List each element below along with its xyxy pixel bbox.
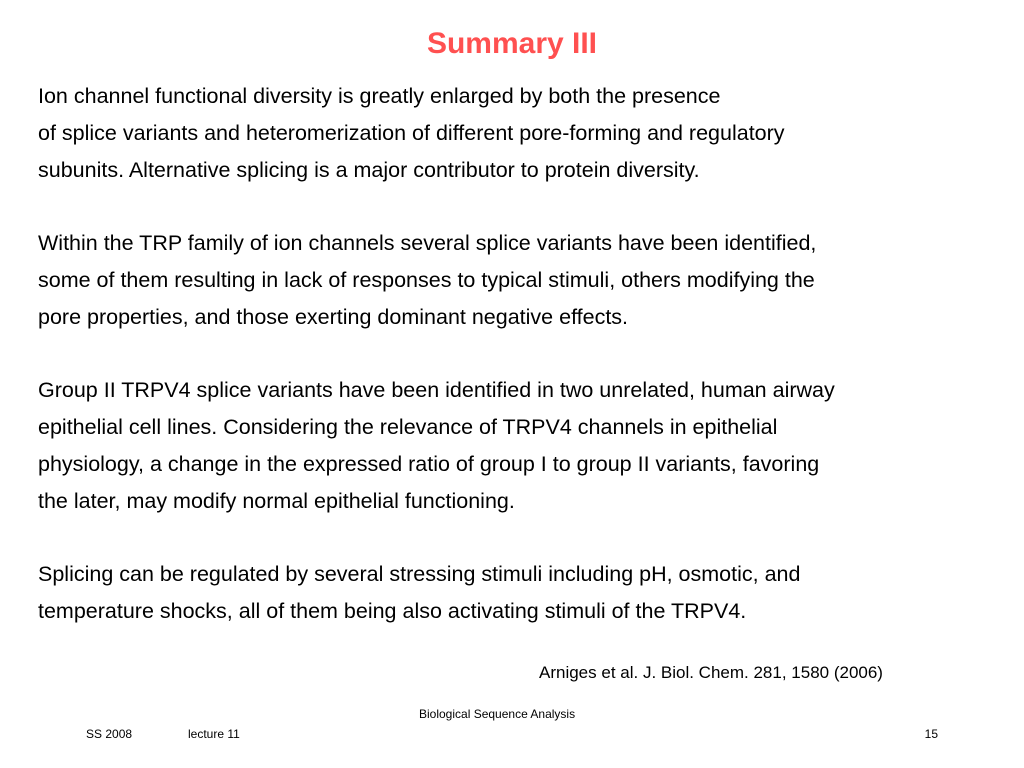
footer-page-number: 15 <box>924 727 938 741</box>
paragraph-line: physiology, a change in the expressed ratio of group I to group II variants, favoring <box>38 451 820 476</box>
footer-course-title: Biological Sequence Analysis <box>419 707 576 721</box>
footer-lecture: lecture 11 <box>188 727 240 741</box>
paragraph-line: subunits. Alternative splicing is a major contributor to protein diversity. <box>38 157 700 182</box>
paragraph-line: epithelial cell lines. Considering the relevance of TRPV4 channels in epithelial <box>38 415 778 440</box>
slide-title: Summary III <box>426 27 598 60</box>
paragraph-line: temperature shocks, all of them being also activating stimuli of the TRPV4. <box>38 599 747 624</box>
slide-body <box>38 78 1013 630</box>
citation: Arniges et al. J. Biol. Chem. 281, 1580 (2006) <box>539 663 883 682</box>
paragraph-spacer <box>38 520 1013 557</box>
paragraph-line: Group II TRPV4 splice variants have been identified in two unrelated, human airway <box>38 378 835 403</box>
paragraph-line: the later, may modify normal epithelial functioning. <box>38 488 515 513</box>
paragraph-1 <box>38 78 1013 188</box>
paragraph-line: some of them resulting in lack of responses to typical stimuli, others modifying the <box>38 267 815 292</box>
paragraph-spacer <box>38 336 1013 373</box>
paragraph-line: pore properties, and those exerting dominant negative effects. <box>38 304 629 329</box>
paragraph-line: Splicing can be regulated by several stressing stimuli including pH, osmotic, and <box>38 562 801 587</box>
paragraph-line: Ion channel functional diversity is greatly enlarged by both the presence <box>38 84 721 108</box>
paragraph-line: Within the TRP family of ion channels several splice variants have been identified, <box>38 231 817 256</box>
paragraph-2 <box>38 225 1013 335</box>
paragraph-4 <box>38 556 1013 630</box>
paragraph-spacer <box>38 188 1013 225</box>
footer-semester: SS 2008 <box>86 727 133 741</box>
paragraph-line: of splice variants and heteromerization of different pore-forming and regulatory <box>38 120 785 145</box>
paragraph-3 <box>38 372 1013 519</box>
